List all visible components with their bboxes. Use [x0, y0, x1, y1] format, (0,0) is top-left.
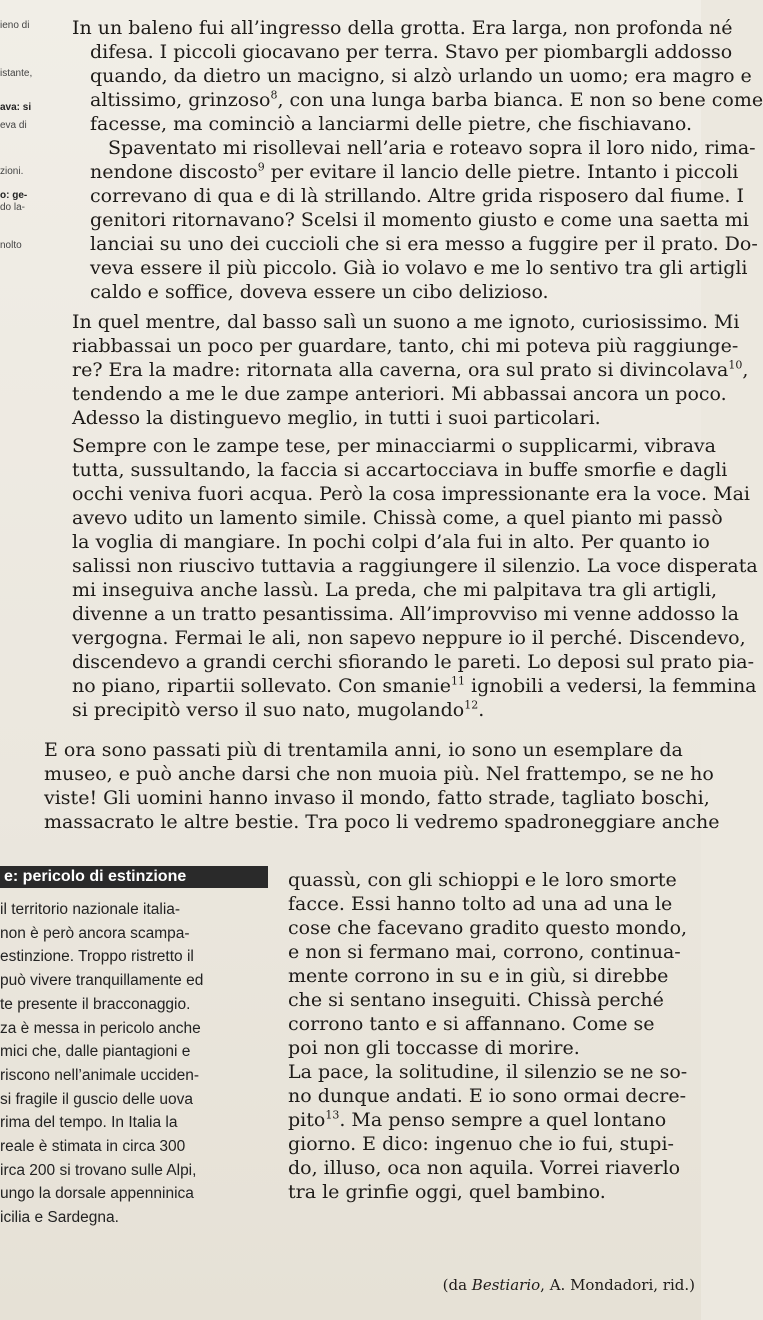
text-line: si precipitò verso il suo nato, mugolando$^{12}$. [72, 698, 485, 721]
text-line: do, illuso, oca non aquila. Vorrei riaverlo [288, 1157, 681, 1179]
text-line: Sempre con le zampe tese, per minacciarmi o supplicarmi, vibrava [72, 435, 716, 457]
text-line: altissimo, grinzoso$^8$, con una lunga barba bianca. E non so bene come [90, 88, 763, 111]
margin-gloss: do la- [0, 202, 26, 213]
text-line: no piano, ripartii sollevato. Con smanie$^{11}$ ignobili a vedersi, la femmina [72, 674, 757, 697]
text-line: caldo e soffice, doveva essere un cibo delizioso. [90, 281, 549, 303]
margin-gloss: o: ge- [0, 190, 28, 201]
text-line: riabbassai un poco per guardare, tanto, chi mi poteva più raggiunge- [72, 335, 739, 357]
text-line: corrono tanto e si affannano. Come se [288, 1013, 655, 1035]
story-text-mid [20, 738, 720, 834]
info-line: irca 200 si trovano sulle Alpi, [0, 1161, 197, 1179]
text-line: facce. Essi hanno tolto ad una ad una le [288, 893, 673, 915]
margin-gloss: ava: si [0, 102, 32, 113]
info-line: mici che, dalle piantagioni e [0, 1043, 191, 1061]
text-line: quando, da dietro un macigno, si alzò urlando un uomo; era magro e [90, 65, 752, 87]
text-line: In un baleno fui all’ingresso della grotta. Era larga, non profonda né [72, 17, 733, 39]
info-line: non è però ancora scampa- [0, 924, 190, 942]
story-text-right [288, 868, 696, 1204]
margin-gloss: istante, [0, 68, 33, 79]
text-line: poi non gli toccasse di morire. [288, 1037, 580, 1059]
text-line: avevo udito un lamento simile. Chissà come, a quel pianto mi passò [72, 507, 723, 529]
text-line: veva essere il più piccolo. Già io volavo e me lo sentivo tra gli artigli [90, 257, 748, 279]
info-line: estinzione. Troppo ristretto il [0, 948, 194, 966]
info-line: za è messa in pericolo anche [0, 1019, 201, 1037]
text-line: difesa. I piccoli giocavano per terra. Stavo per piombargli addosso [90, 41, 733, 63]
text-line: viste! Gli uomini hanno invaso il mondo, fatto strade, tagliato boschi, [44, 787, 710, 809]
text-line: nendone discosto$^9$ per evitare il lancio delle pietre. Intanto i piccoli [90, 160, 739, 183]
text-line: Adesso la distinguevo meglio, in tutti i suoi particolari. [72, 407, 601, 429]
text-line: lanciai su uno dei cuccioli che si era messo a fuggire per il prato. Do- [90, 233, 758, 255]
text-line: giorno. E dico: ingenuo che io fui, stupi- [288, 1133, 674, 1155]
text-line: cose che facevano gradito questo mondo, [288, 917, 688, 939]
text-line: tutta, sussultando, la faccia si accartocciava in buffe smorfie e dagli [72, 459, 728, 481]
info-box-body [0, 898, 270, 1230]
text-line: quassù, con gli schioppi e le loro smorte [288, 869, 677, 891]
margin-gloss: ieno di [0, 20, 30, 31]
source-credit: (da Bestiario, A. Mondadori, rid.) [442, 1276, 695, 1294]
text-line: Spaventato mi risollevai nell’aria e roteavo sopra il loro nido, rima- [108, 137, 756, 159]
info-line: il territorio nazionale italia- [0, 901, 181, 918]
text-line: la voglia di mangiare. In pochi colpi d’ala fui in alto. Per quanto io [72, 531, 710, 553]
margin-gloss: nolto [0, 240, 22, 251]
text-line: salissi non riuscivo tuttavia a raggiungere il silenzio. La voce disperata [72, 555, 758, 577]
text-line: discendevo a grandi cerchi sfiorando le pareti. Lo deposi sul prato pia- [72, 651, 755, 673]
info-line: ungo la dorsale appenninica [0, 1185, 194, 1203]
text-line: che si sentano inseguiti. Chissà perché [288, 989, 664, 1011]
text-line: genitori ritornavano? Scelsi il momento giusto e come una saetta mi [90, 209, 749, 231]
info-line: rima del tempo. In Italia la [0, 1114, 178, 1132]
text-line: tendendo a me le due zampe anteriori. Mi abbassai ancora un poco. [72, 383, 727, 405]
info-line: si fragile il guscio delle uova [0, 1090, 193, 1108]
text-line: vergogna. Fermai le ali, non sapevo neppure io il perché. Discendevo, [72, 627, 746, 649]
text-line: e non si fermano mai, corrono, continua- [288, 941, 681, 963]
text-line: mente corrono in su e in giù, si direbbe [288, 965, 669, 987]
text-line: occhi veniva fuori acqua. Però la cosa impressionante era la voce. Mai [72, 483, 750, 505]
text-line: re? Era la madre: ritornata alla caverna, ora sul prato si divincolava$^{10}$, [72, 358, 749, 381]
info-line: può vivere tranquillamente ed [0, 972, 204, 990]
info-line: te presente il bracconaggio. [0, 995, 191, 1013]
text-line: mi inseguiva anche lassù. La preda, che mi palpitava tra gli artigli, [72, 579, 718, 601]
text-line: E ora sono passati più di trentamila anni, io sono un esemplare da [44, 739, 683, 761]
margin-gloss: eva di [0, 120, 27, 131]
text-line: pito$^{13}$. Ma penso sempre a quel lontano [288, 1108, 667, 1131]
text-line: facesse, ma cominciò a lanciarmi delle pietre, che fischiavano. [90, 113, 693, 135]
story-text [72, 16, 763, 722]
text-line: In quel mentre, dal basso salì un suono a me ignoto, curiosissimo. Mi [72, 311, 740, 333]
info-line: icilia e Sardegna. [0, 1209, 119, 1227]
info-line: reale è stimata in circa 300 [0, 1138, 186, 1156]
info-line: riscono nell’animale ucciden- [0, 1066, 200, 1084]
margin-gloss: zioni. [0, 166, 24, 177]
text-line: museo, e può anche darsi che non muoia più. Nel frattempo, se ne ho [44, 763, 714, 785]
text-line: no dunque andati. E io sono ormai decre- [288, 1085, 687, 1107]
text-line: correvano di qua e di là strillando. Altre grida risposero dal fiume. I [90, 185, 745, 207]
text-line: La pace, la solitudine, il silenzio se ne so- [288, 1061, 688, 1083]
text-line: tra le grinfie oggi, quel bambino. [288, 1181, 606, 1203]
text-line: divenne a un tratto pesantissima. All’improvviso mi venne addosso la [72, 603, 739, 625]
info-box-title: e: pericolo di estinzione [0, 866, 268, 888]
text-line: massacrato le altre bestie. Tra poco li vedremo spadroneggiare anche [44, 811, 720, 833]
